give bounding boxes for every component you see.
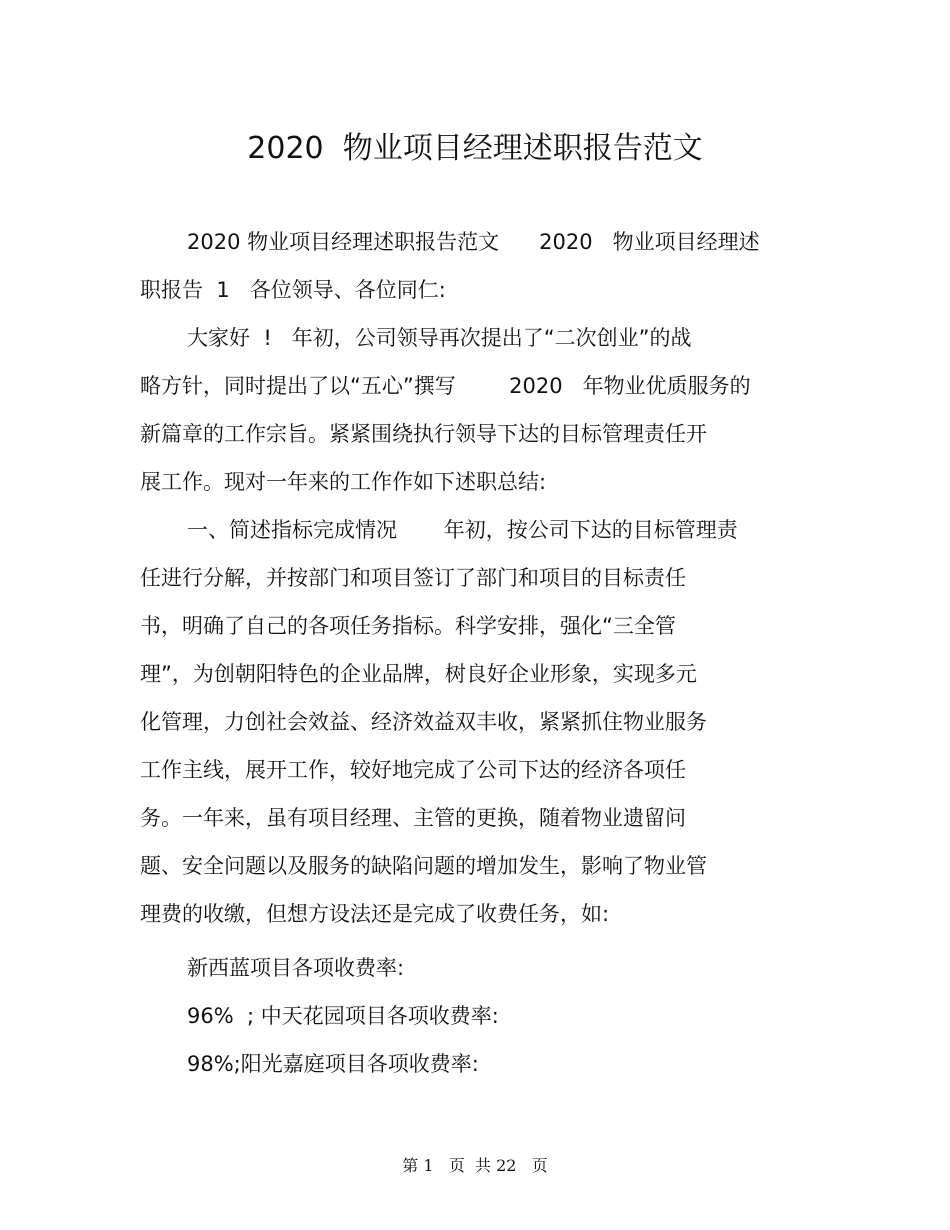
document-title: 2020 物业项目经理述职报告范文	[247, 131, 703, 166]
paragraph-line: 展工作。现对一年来的工作作如下述职总结:	[140, 470, 547, 494]
paragraph-line: 98%;阳光嘉庭项目各项收费率:	[187, 1052, 479, 1076]
paragraph-line: 大家好 ! 年初，公司领导再次提出了“二次创业”的战	[187, 326, 692, 350]
paragraph-line: 理费的收缴，但想方设法还是完成了收费任务，如:	[140, 902, 610, 926]
paragraph-line: 新篇章的工作宗旨。紧紧围绕执行领导下达的目标管理责任开	[140, 422, 707, 446]
paragraph-line: 96% ; 中天花园项目各项收费率:	[187, 1004, 499, 1028]
paragraph-line: 新西蓝项目各项收费率:	[187, 956, 405, 980]
paragraph-line: 化管理，力创社会效益、经济效益双丰收，紧紧抓住物业服务	[140, 710, 707, 734]
paragraph-line: 工作主线，展开工作，较好地完成了公司下达的经济各项任	[140, 758, 686, 782]
paragraph-line: 题、安全问题以及服务的缺陷问题的增加发生，影响了物业管	[140, 854, 707, 878]
paragraph-line: 务。一年来，虽有项目经理、主管的更换，随着物业遗留问	[140, 806, 686, 830]
paragraph-line: 2020 物业项目经理述职报告范文 2020 物业项目经理述	[187, 230, 760, 254]
paragraph-line: 一、简述指标完成情况 年初，按公司下达的目标管理责	[187, 518, 738, 542]
paragraph-line: 职报告 1 各位领导、各位同仁:	[140, 278, 446, 302]
paragraph-line: 理”，为创朝阳特色的企业品牌，树良好企业形象，实现多元	[140, 662, 697, 686]
page-footer: 第 1 页 共 22 页	[402, 1156, 548, 1175]
paragraph-line: 任进行分解，并按部门和项目签订了部门和项目的目标责任	[140, 566, 686, 590]
paragraph-line: 略方针，同时提出了以“五心”撰写 2020 年物业优质服务的	[140, 374, 751, 398]
paragraph-line: 书，明确了自己的各项任务指标。科学安排，强化“三全管	[140, 614, 676, 638]
